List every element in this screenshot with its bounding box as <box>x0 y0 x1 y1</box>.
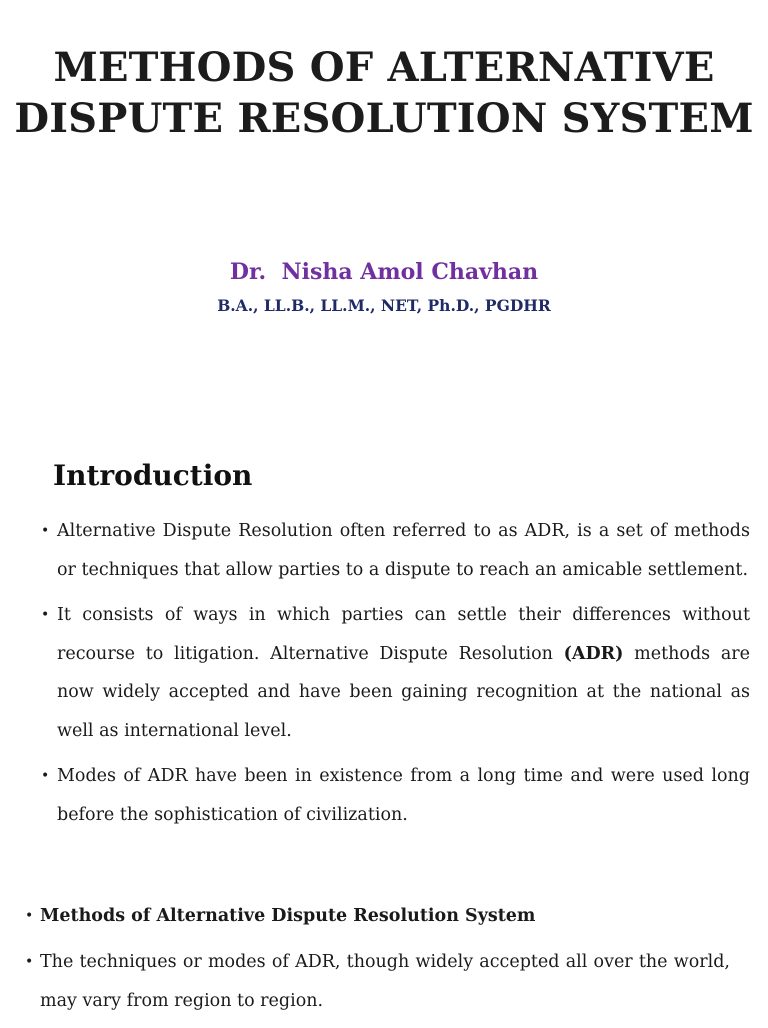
title-line-1: METHODS OF ALTERNATIVE <box>53 44 715 91</box>
methods-list <box>25 897 730 1028</box>
methods-heading: Methods of Alternative Dispute Resolution System <box>40 906 536 926</box>
author-degrees: B.A., LL.B., LL.M., NET, Ph.D., PGDHR <box>217 296 551 315</box>
introduction-heading: Introduction <box>53 459 253 492</box>
bullet-icon: • <box>41 523 50 539</box>
bullet-text: The techniques or modes of ADR, though widely accepted all over the world, may vary from region to region. <box>40 952 730 1011</box>
list-item <box>41 596 750 750</box>
introduction-list <box>41 512 750 841</box>
title-line-2: DISPUTE RESOLUTION SYSTEM <box>14 95 754 142</box>
bullet-text-part: methods are now widely accepted and have been gaining recognition at the national as well as international level. <box>57 643 750 741</box>
bullet-icon: • <box>41 768 50 784</box>
bullet-text: Modes of ADR have been in existence from a long time and were used long before the sophistication of civilization. <box>57 766 750 825</box>
list-item <box>41 512 750 589</box>
bullet-text: Alternative Dispute Resolution often referred to as ADR, is a set of methods or techniques that allow parties to a dispute to reach an amicable settlement. <box>57 521 750 580</box>
author-name: Dr. Nisha Amol Chavhan <box>229 259 539 285</box>
page-title <box>0 42 768 144</box>
list-item <box>25 897 730 936</box>
list-item <box>25 943 730 1021</box>
list-item <box>41 757 750 834</box>
bullet-text-part: It consists of ways in which parties can settle their differences without recourse to litigation. Alternative Dispute Resolution <box>57 605 750 664</box>
bullet-icon: • <box>41 607 50 623</box>
adr-abbreviation: (ADR) <box>563 643 624 664</box>
bullet-icon: • <box>25 908 34 924</box>
bullet-icon: • <box>25 954 34 970</box>
